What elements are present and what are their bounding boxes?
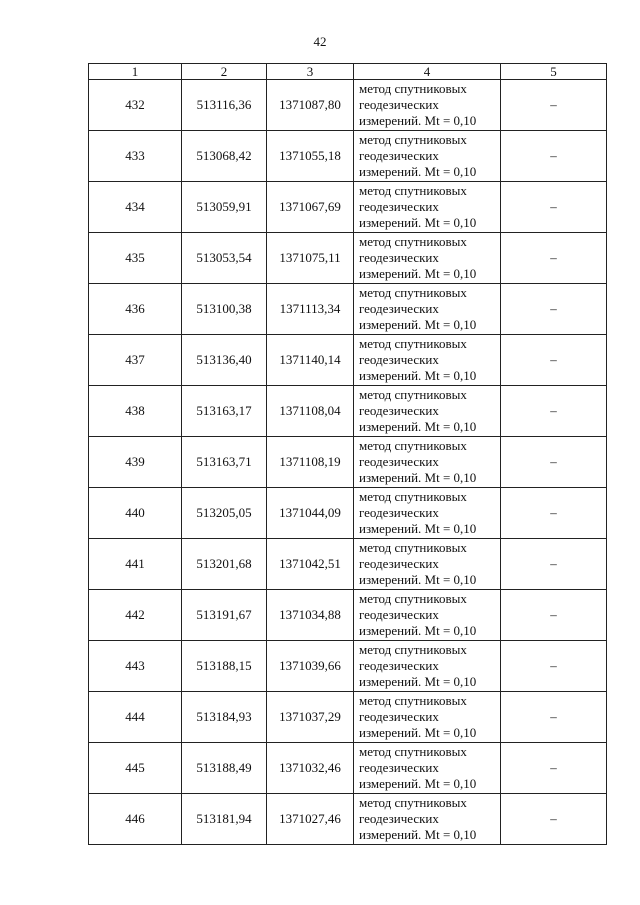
table-row [89,692,607,743]
y-coordinate-cell: 1371108,19 [267,437,354,488]
method-line: измерений. Mt = 0,10 [359,317,477,332]
y-coordinate-cell: 1371044,09 [267,488,354,539]
note-cell: – [501,437,607,488]
method-line: геодезических [359,658,439,673]
note-cell: – [501,794,607,845]
method-line: геодезических [359,607,439,622]
method-line: измерений. Mt = 0,10 [359,521,477,536]
x-coordinate-cell: 513163,17 [182,386,267,437]
method-line: измерений. Mt = 0,10 [359,827,477,842]
table-row [89,437,607,488]
note-cell: – [501,692,607,743]
x-coordinate-cell: 513184,93 [182,692,267,743]
y-coordinate-cell: 1371037,29 [267,692,354,743]
method-line: метод спутниковых [359,81,467,96]
method-line: метод спутниковых [359,285,467,300]
method-cell [354,641,501,692]
method-line: метод спутниковых [359,183,467,198]
method-line: измерений. Mt = 0,10 [359,164,477,179]
method-line: геодезических [359,454,439,469]
method-line: метод спутниковых [359,234,467,249]
y-coordinate-cell: 1371087,80 [267,80,354,131]
method-line: метод спутниковых [359,642,467,657]
method-line: измерений. Mt = 0,10 [359,419,477,434]
table-row [89,590,607,641]
table-row [89,539,607,590]
method-line: метод спутниковых [359,387,467,402]
y-coordinate-cell: 1371027,46 [267,794,354,845]
x-coordinate-cell: 513053,54 [182,233,267,284]
method-cell [354,131,501,182]
method-line: геодезических [359,709,439,724]
x-coordinate-cell: 513068,42 [182,131,267,182]
point-number-cell: 433 [89,131,182,182]
method-line: геодезических [359,352,439,367]
point-number-cell: 443 [89,641,182,692]
note-cell: – [501,80,607,131]
method-cell [354,80,501,131]
method-line: геодезических [359,760,439,775]
point-number-cell: 446 [89,794,182,845]
y-coordinate-cell: 1371034,88 [267,590,354,641]
method-line: измерений. Mt = 0,10 [359,215,477,230]
method-line: измерений. Mt = 0,10 [359,623,477,638]
note-cell: – [501,743,607,794]
point-number-cell: 432 [89,80,182,131]
point-number-cell: 442 [89,590,182,641]
point-number-cell: 441 [89,539,182,590]
note-cell: – [501,233,607,284]
y-coordinate-cell: 1371042,51 [267,539,354,590]
table-row [89,233,607,284]
note-cell: – [501,386,607,437]
method-cell [354,233,501,284]
table-row [89,641,607,692]
y-coordinate-cell: 1371075,11 [267,233,354,284]
point-number-cell: 436 [89,284,182,335]
method-line: измерений. Mt = 0,10 [359,113,477,128]
method-line: геодезических [359,199,439,214]
method-line: измерений. Mt = 0,10 [359,266,477,281]
method-cell [354,182,501,233]
header-cell-1: 1 [89,64,182,80]
table-row [89,794,607,845]
y-coordinate-cell: 1371140,14 [267,335,354,386]
method-line: геодезических [359,301,439,316]
x-coordinate-cell: 513163,71 [182,437,267,488]
coordinates-table [88,63,607,845]
table-row [89,182,607,233]
page-number: 42 [313,34,327,49]
point-number-cell: 440 [89,488,182,539]
method-line: метод спутниковых [359,132,467,147]
method-line: метод спутниковых [359,438,467,453]
method-line: геодезических [359,403,439,418]
method-line: измерений. Mt = 0,10 [359,572,477,587]
note-cell: – [501,182,607,233]
table-row [89,335,607,386]
y-coordinate-cell: 1371067,69 [267,182,354,233]
method-line: измерений. Mt = 0,10 [359,368,477,383]
x-coordinate-cell: 513205,05 [182,488,267,539]
x-coordinate-cell: 513136,40 [182,335,267,386]
method-line: геодезических [359,250,439,265]
x-coordinate-cell: 513116,36 [182,80,267,131]
method-cell [354,590,501,641]
method-line: измерений. Mt = 0,10 [359,674,477,689]
point-number-cell: 435 [89,233,182,284]
y-coordinate-cell: 1371108,04 [267,386,354,437]
table-row [89,80,607,131]
method-line: метод спутниковых [359,540,467,555]
y-coordinate-cell: 1371055,18 [267,131,354,182]
x-coordinate-cell: 513188,49 [182,743,267,794]
method-line: геодезических [359,505,439,520]
x-coordinate-cell: 513201,68 [182,539,267,590]
method-line: метод спутниковых [359,591,467,606]
method-line: геодезических [359,556,439,571]
table-row [89,386,607,437]
method-line: измерений. Mt = 0,10 [359,776,477,791]
note-cell: – [501,284,607,335]
note-cell: – [501,641,607,692]
method-line: метод спутниковых [359,336,467,351]
note-cell: – [501,590,607,641]
method-line: метод спутниковых [359,693,467,708]
method-line: метод спутниковых [359,744,467,759]
method-cell [354,284,501,335]
method-cell [354,386,501,437]
method-cell [354,335,501,386]
method-cell [354,539,501,590]
method-line: измерений. Mt = 0,10 [359,725,477,740]
x-coordinate-cell: 513181,94 [182,794,267,845]
table-header-row [89,64,607,80]
table-row [89,284,607,335]
point-number-cell: 437 [89,335,182,386]
method-cell [354,692,501,743]
header-cell-4: 4 [354,64,501,80]
table-row [89,743,607,794]
point-number-cell: 439 [89,437,182,488]
header-cell-5: 5 [501,64,607,80]
point-number-cell: 434 [89,182,182,233]
method-line: геодезических [359,148,439,163]
x-coordinate-cell: 513188,15 [182,641,267,692]
method-cell [354,743,501,794]
method-line: геодезических [359,97,439,112]
x-coordinate-cell: 513100,38 [182,284,267,335]
point-number-cell: 438 [89,386,182,437]
header-cell-2: 2 [182,64,267,80]
x-coordinate-cell: 513059,91 [182,182,267,233]
method-cell [354,437,501,488]
y-coordinate-cell: 1371032,46 [267,743,354,794]
table-row [89,488,607,539]
y-coordinate-cell: 1371113,34 [267,284,354,335]
point-number-cell: 445 [89,743,182,794]
method-cell [354,794,501,845]
note-cell: – [501,539,607,590]
note-cell: – [501,335,607,386]
header-cell-3: 3 [267,64,354,80]
point-number-cell: 444 [89,692,182,743]
method-line: метод спутниковых [359,489,467,504]
x-coordinate-cell: 513191,67 [182,590,267,641]
note-cell: – [501,131,607,182]
y-coordinate-cell: 1371039,66 [267,641,354,692]
note-cell: – [501,488,607,539]
table-row [89,131,607,182]
method-line: геодезических [359,811,439,826]
method-cell [354,488,501,539]
method-line: измерений. Mt = 0,10 [359,470,477,485]
method-line: метод спутниковых [359,795,467,810]
